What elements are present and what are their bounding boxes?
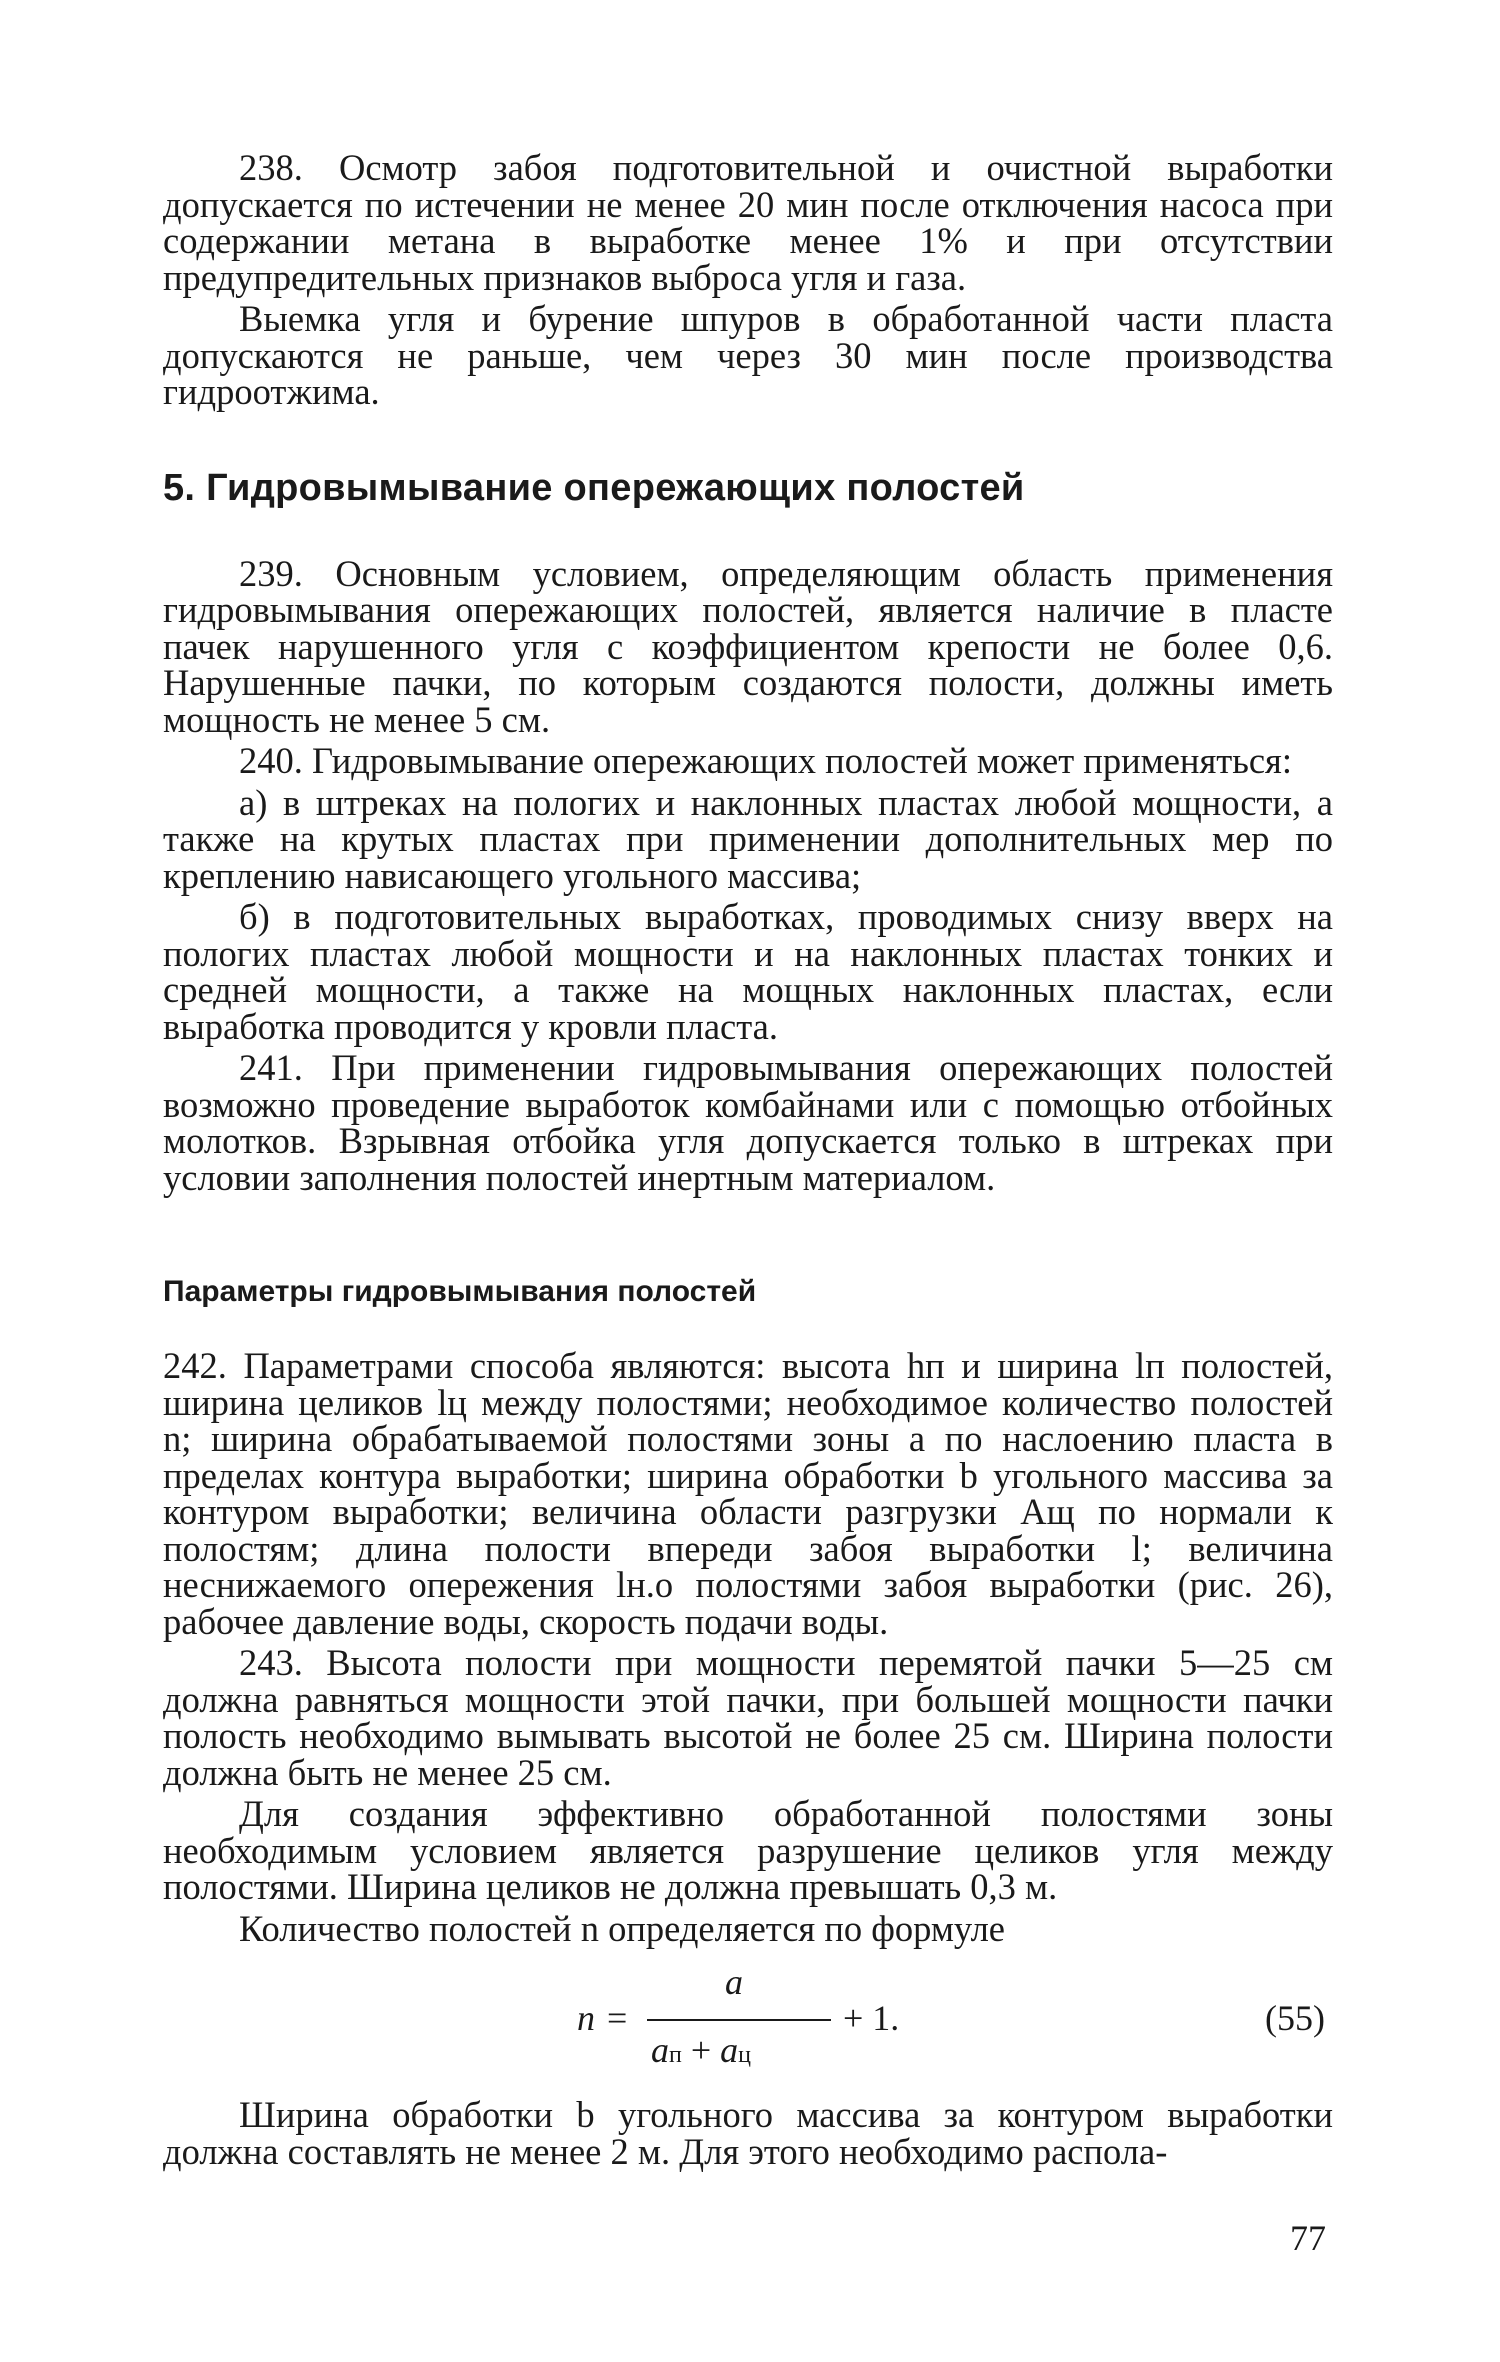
formula-den-term-b: a: [720, 2030, 739, 2070]
paragraph-241: 241. При применении гидровымывания опережающих полостей возможно проведение выработок комбайнами или с помощью отбойных молотков. Взрывная отбойка угля допускается только в штреках при условии заполнения полостей инертным материалом.: [163, 1047, 1333, 1198]
formula-denominator: [651, 2029, 751, 2071]
section-heading: 5. Гидровымывание опережающих полостей: [163, 466, 1025, 509]
paragraph-238: 238. Осмотр забоя подготовительной и очистной выработки допускается по истечении не менее 20 мин после отключения насоса при содержании метана в выработке менее 1% и при отсутствии предупредительных признаков выброса угля и газа.: [163, 147, 1333, 298]
page-number: 77: [1290, 2218, 1326, 2258]
paragraph-240-a: а) в штреках на пологих и наклонных пластах любой мощности, а также на крутых пластах при применении дополнительных мер по креплению нависающего угольного массива;: [163, 781, 1333, 896]
subheading: Параметры гидровымывания полостей: [163, 1275, 757, 1308]
paragraph-240: 240. Гидровымывание опережающих полостей может применяться:: [239, 740, 1292, 781]
paragraph-242: 242. Параметрами способа являются: высота hп и ширина lп полостей, ширина целиков lц между полостями; необходимое количество полостей n; ширина обрабатываемой полостями зоны a по наслоению пласта в пределах контура выработки; ширина обработки b угольного массива за контуром выработки; величина области разгрузки Aщ по нормали к полостям; длина полости впереди забоя выработки l; величина неснижаемого опережения lн.о полостями забоя выработки (рис. 26), рабочее давление воды, скорость подачи воды.: [163, 1345, 1333, 1642]
formula-fraction-bar: [647, 2019, 831, 2021]
formula-equals: =: [607, 1998, 628, 2038]
formula-numerator: a: [725, 1962, 743, 2002]
paragraph-240-b: б) в подготовительных выработках, проводимых снизу вверх на пологих пластах любой мощности и на наклонных пластах тонких и средней мощности, а также на мощных наклонных пластах, если выработка проводится у кровли пласта.: [163, 896, 1333, 1047]
formula-den-term-a: a: [651, 2030, 669, 2070]
paragraph-243-continued: Для создания эффективно обработанной полостями зоны необходимым условием является разрушение целиков угля между полостями. Ширина целиков не должна превышать 0,3 м.: [163, 1793, 1333, 1907]
paragraph-238-continued: Выемка угля и бурение шпуров в обработанной части пласта допускаются не раньше, чем через 30 мин после производства гидроотжима.: [163, 298, 1333, 412]
paragraph-243: 243. Высота полости при мощности перемятой пачки 5—25 см должна равняться мощности этой пачки, при большей мощности пачки полость необходимо вымывать высотой не более 25 см. Ширина полости должна быть не менее 25 см.: [163, 1642, 1333, 1793]
formula-number: (55): [1265, 1998, 1325, 2038]
formula-tail: + 1.: [843, 1998, 900, 2038]
paragraph-239: 239. Основным условием, определяющим область применения гидровымывания опережающих полостей, является наличие в пласте пачек нарушенного угля с коэффициентом крепости не более 0,6. Нарушенные пачки, по которым создаются полости, должны иметь мощность не менее 5 см.: [163, 552, 1333, 740]
page-body: [163, 147, 1333, 2172]
formula-den-plus: +: [681, 2030, 721, 2070]
paragraph-formula-intro: Количество полостей n определяется по формуле: [239, 1907, 1005, 1949]
formula-den-sub-a: п: [669, 2042, 682, 2068]
formula-lhs: n: [577, 1998, 595, 2038]
formula-den-sub-b: ц: [738, 2042, 751, 2068]
formula-55: [163, 1961, 1333, 2079]
paragraph-after-formula: Ширина обработки b угольного массива за контуром выработки должна составлять не менее 2 м. Для этого необходимо распола-: [163, 2094, 1333, 2172]
